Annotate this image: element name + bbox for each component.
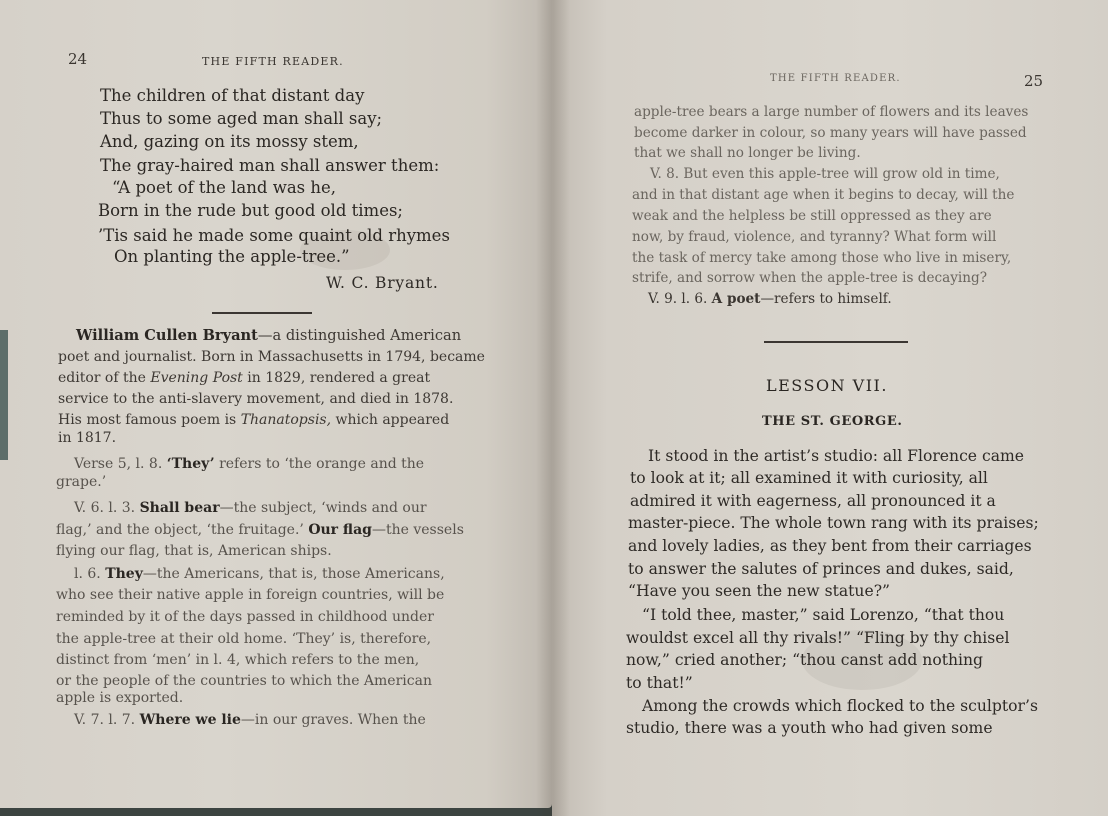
body-line: wouldst excel all thy rivals!” “Fling by thy chisel <box>626 629 1010 647</box>
section-divider <box>764 341 908 343</box>
body-line: studio, there was a youth who had given some <box>626 719 993 737</box>
note-line: His most famous poem is Thanatopsis, which appeared <box>58 412 450 428</box>
body-line: now,” cried another; “thou canst add nothing <box>626 651 984 669</box>
note-term: Where we lie <box>139 712 241 728</box>
note-line: William Cullen Bryant—a distinguished American <box>76 327 462 344</box>
note-line: V. 6. l. 3. Shall bear—the subject, ‘winds and our <box>74 500 427 516</box>
poem-line: On planting the apple-tree.” <box>114 247 350 266</box>
poem-line: “A poet of the land was he, <box>112 178 337 197</box>
poem-line: Thus to some aged man shall say; <box>100 109 383 128</box>
page-edge-tab <box>0 330 8 460</box>
poem-attribution: W. C. Bryant. <box>326 274 439 292</box>
note-term: ‘They’ <box>166 456 215 472</box>
note-line: weak and the helpless be still oppressed as they are <box>632 208 992 224</box>
note-line: poet and journalist. Born in Massachusetts in 1794, became <box>58 349 485 365</box>
lesson-title: LESSON VII. <box>766 376 888 395</box>
note-term: Our flag <box>308 522 372 538</box>
note-line: flag,’ and the object, ‘the fruitage.’ Our flag—the vessels <box>56 522 464 538</box>
body-line: and lovely ladies, as they bent from their carriages <box>628 537 1032 555</box>
note-line: service to the anti-slavery movement, and died in 1878. <box>58 391 454 407</box>
note-term: They <box>105 566 143 582</box>
body-line: admired it with eagerness, all pronounced it a <box>630 492 996 510</box>
note-line: editor of the Evening Post in 1829, rendered a great <box>58 370 431 386</box>
body-line: “Have you seen the new statue?” <box>628 582 891 600</box>
note-line: grape.’ <box>56 474 107 490</box>
note-line: reminded by it of the days passed in childhood under <box>56 609 434 625</box>
section-divider <box>212 312 312 314</box>
note-line: l. 6. They—the Americans, that is, those Americans, <box>74 566 445 582</box>
note-line: now, by fraud, violence, and tyranny? What form will <box>632 229 997 245</box>
note-line: distinct from ‘men’ in l. 4, which refers to the men, <box>56 652 420 668</box>
poem-line: And, gazing on its mossy stem, <box>100 132 359 151</box>
note-line: in 1817. <box>58 430 117 446</box>
note-line: strife, and sorrow when the apple-tree is decaying? <box>632 270 988 286</box>
note-line: flying our flag, that is, American ships. <box>56 543 332 559</box>
running-head-left: THE FIFTH READER. <box>202 55 344 68</box>
body-line: to that!” <box>626 674 693 692</box>
poem-line: The children of that distant day <box>100 86 365 105</box>
note-line: apple-tree bears a large number of flowers and its leaves <box>634 104 1029 120</box>
note-line: the task of mercy take among those who live in misery, <box>632 250 1012 266</box>
note-line: V. 7. l. 7. Where we lie—in our graves. When the <box>74 712 426 728</box>
page-number-left: 24 <box>68 50 88 68</box>
poem-line: Born in the rude but good old times; <box>98 201 403 220</box>
note-line: or the people of the countries to which the American <box>56 673 432 689</box>
note-term: Shall bear <box>139 500 220 516</box>
body-line: to answer the salutes of princes and dukes, said, <box>628 560 1014 578</box>
note-line: V. 8. But even this apple-tree will grow old in time, <box>650 166 1000 182</box>
note-line: Verse 5, l. 8. ‘They’ refers to ‘the orange and the <box>74 456 425 472</box>
body-line: It stood in the artist’s studio: all Florence came <box>648 447 1025 465</box>
body-line: “I told thee, master,” said Lorenzo, “that thou <box>642 606 1005 624</box>
right-page <box>552 0 1108 816</box>
note-line: the apple-tree at their old home. ‘They’ is, therefore, <box>56 631 432 647</box>
note-line: become darker in colour, so many years will have passed <box>634 125 1027 141</box>
note-term: A poet <box>711 291 761 307</box>
note-line: apple is exported. <box>56 690 184 706</box>
note-line: V. 9. l. 6. A poet—refers to himself. <box>648 291 892 307</box>
page-number-right: 25 <box>1024 72 1044 90</box>
note-line: that we shall no longer be living. <box>634 145 861 161</box>
left-page <box>0 0 552 808</box>
body-line: Among the crowds which flocked to the sculptor’s <box>642 697 1038 715</box>
body-line: to look at it; all examined it with curiosity, all <box>630 469 988 487</box>
note-term: William Cullen Bryant <box>76 327 258 344</box>
running-head-right: THE FIFTH READER. <box>770 73 901 84</box>
body-line: master-piece. The whole town rang with its praises; <box>628 514 1039 532</box>
lesson-subtitle: THE ST. GEORGE. <box>762 414 903 429</box>
poem-line: The gray-haired man shall answer them: <box>100 156 440 175</box>
note-line: and in that distant age when it begins to decay, will the <box>632 187 1015 203</box>
poem-line: ’Tis said he made some quaint old rhymes <box>98 226 450 245</box>
note-line: who see their native apple in foreign countries, will be <box>56 587 445 603</box>
